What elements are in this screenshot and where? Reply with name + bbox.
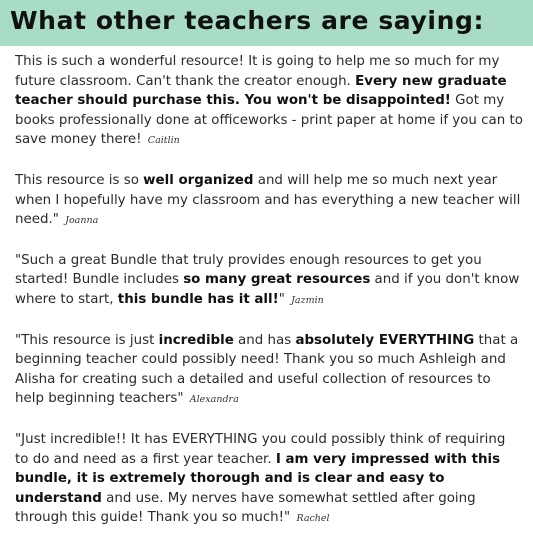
testimonial-highlight: this bundle has it all! [117,291,279,307]
testimonial-rachel [15,430,523,529]
testimonial-text: "Just incredible!! It has EVERYTHING you could possibly think of requiring to do and need as a first year teacher. [15,431,506,467]
testimonial-text: and will help me so much next year when I hopefully have my classroom and has everything a new teacher will need." [15,172,521,228]
testimonial-highlight: incredible [158,332,234,348]
header-banner [0,0,533,46]
testimonial-author: Jazmin [291,294,324,306]
testimonial-list [15,52,523,549]
testimonial-text: and has [233,332,296,348]
testimonial-author: Rachel [296,513,330,525]
testimonial-text: "Such a great Bundle that truly provides enough resources to get you started! Bundle includes [15,252,482,288]
testimonial-caitlin [15,52,523,151]
testimonial-author: Caitlin [147,135,180,147]
testimonial-text: This is such a wonderful resource! It is going to help me so much for my future classroom. Can't thank the creator enough. [15,54,500,89]
testimonial-text: "This resource is just [15,332,159,348]
testimonial-author: Alexandra [189,394,239,406]
testimonial-highlight: Every new graduate teacher should purchase this. You won't be disappointed! [15,73,507,109]
testimonial-text: that a beginning teacher could possibly need! Thank you so much Ashleigh and Alisha for creating such a detailed and useful collection of resources to help beginning teachers" [15,332,519,407]
testimonial-text: Got my books professionally done at officeworks - print paper at home if you can to save money there! [15,93,523,148]
testimonial-text: " [278,291,290,307]
testimonial-text: and use. My nerves have somewhat settled after going through this guide! Thank you so much!" [15,490,476,526]
testimonial-highlight: well organized [143,172,254,188]
testimonial-author: Joanna [65,215,99,227]
testimonial-text: This resource is so [15,172,144,188]
testimonial-highlight: so many great resources [183,272,371,288]
page-title: What other teachers are saying: [10,6,485,35]
testimonial-highlight: I am very impressed with this bundle, it is extremely thorough and is clear and easy to understand [15,451,501,506]
testimonial-jazmin [15,251,523,311]
testimonial-highlight: absolutely EVERYTHING [295,332,475,348]
testimonial-alexandra [15,331,523,410]
testimonial-text: and if you don't know where to start, [15,272,520,307]
testimonial-joanna [15,171,523,231]
